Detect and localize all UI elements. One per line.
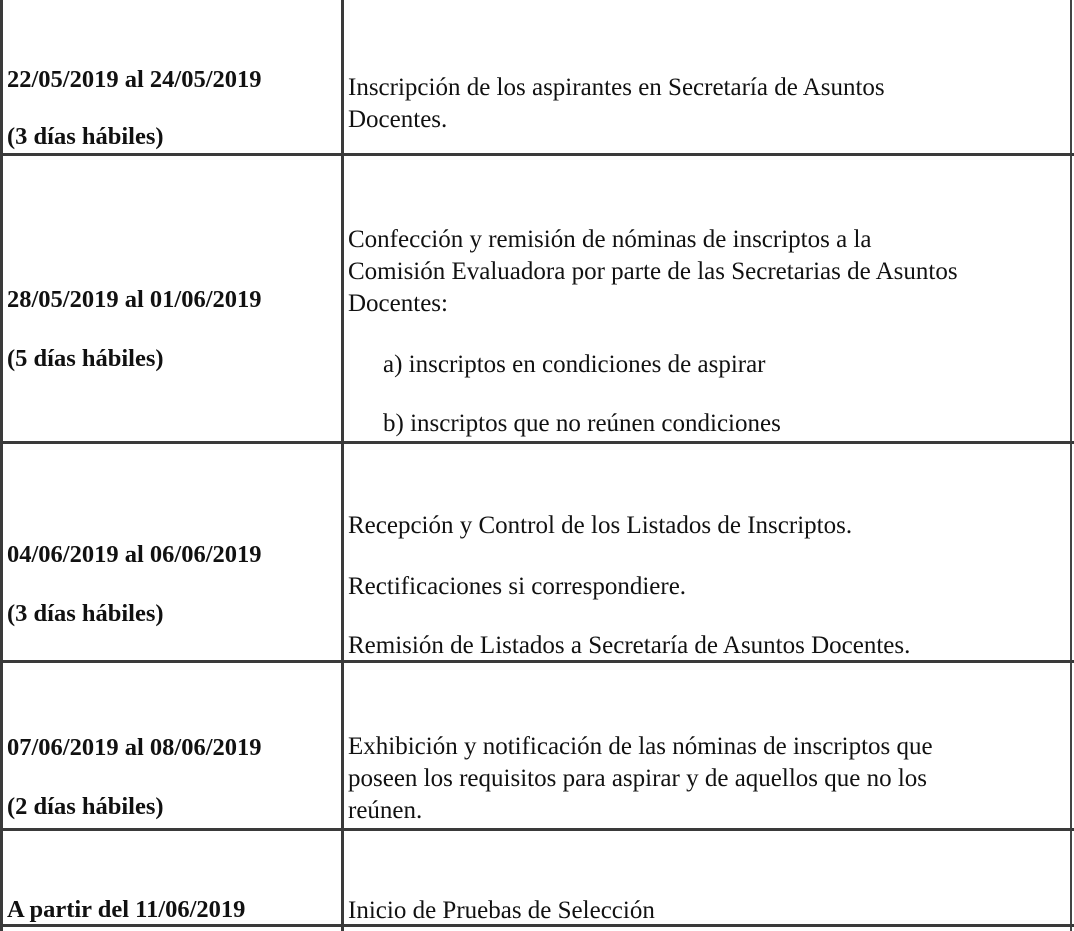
row-4-days: (2 días hábiles) xyxy=(7,793,164,820)
row-3-desc-line-1: Recepción y Control de los Listados de Inscriptos. xyxy=(348,512,853,539)
row-2-desc-line-1: Confección y remisión de nóminas de inscriptos a la xyxy=(348,226,872,253)
row-2-desc-line-2: Comisión Evaluadora por parte de las Secretarias de Asuntos xyxy=(348,258,958,285)
row-3-desc-line-2: Rectificaciones si correspondiere. xyxy=(348,573,687,600)
row-3-days: (3 días hábiles) xyxy=(7,600,164,627)
table-border-left xyxy=(0,0,3,931)
row-1-desc-line-2: Docentes. xyxy=(348,106,448,133)
row-5-desc-line-1: Inicio de Pruebas de Selección xyxy=(348,897,655,924)
row-divider xyxy=(0,153,1074,156)
row-1-desc-line-1: Inscripción de los aspirantes en Secretaría de Asuntos xyxy=(348,74,885,101)
row-2-item-b: b) inscriptos que no reúnen condiciones xyxy=(383,410,781,437)
row-2-desc-line-3: Docentes: xyxy=(348,290,448,317)
row-2-item-a: a) inscriptos en condiciones de aspirar xyxy=(383,351,766,378)
table-border-right xyxy=(1070,0,1072,931)
row-divider xyxy=(0,828,1074,831)
row-4-desc-line-1: Exhibición y notificación de las nóminas de inscriptos que xyxy=(348,733,933,760)
row-4-desc-line-3: reúnen. xyxy=(348,797,423,824)
row-divider xyxy=(0,660,1074,663)
row-divider xyxy=(0,441,1074,444)
table-border-bottom xyxy=(0,924,1074,927)
row-4-desc-line-2: poseen los requisitos para aspirar y de aquellos que no los xyxy=(348,765,928,792)
row-1-date: 22/05/2019 al 24/05/2019 xyxy=(7,66,262,93)
row-4-date: 07/06/2019 al 08/06/2019 xyxy=(7,734,262,761)
row-5-date: A partir del 11/06/2019 xyxy=(7,896,246,923)
column-divider xyxy=(341,0,344,931)
row-2-days: (5 días hábiles) xyxy=(7,345,164,372)
row-2-date: 28/05/2019 al 01/06/2019 xyxy=(7,286,262,313)
row-3-desc-line-3: Remisión de Listados a Secretaría de Asuntos Docentes. xyxy=(348,632,911,659)
row-1-days: (3 días hábiles) xyxy=(7,123,164,150)
row-3-date: 04/06/2019 al 06/06/2019 xyxy=(7,541,262,568)
